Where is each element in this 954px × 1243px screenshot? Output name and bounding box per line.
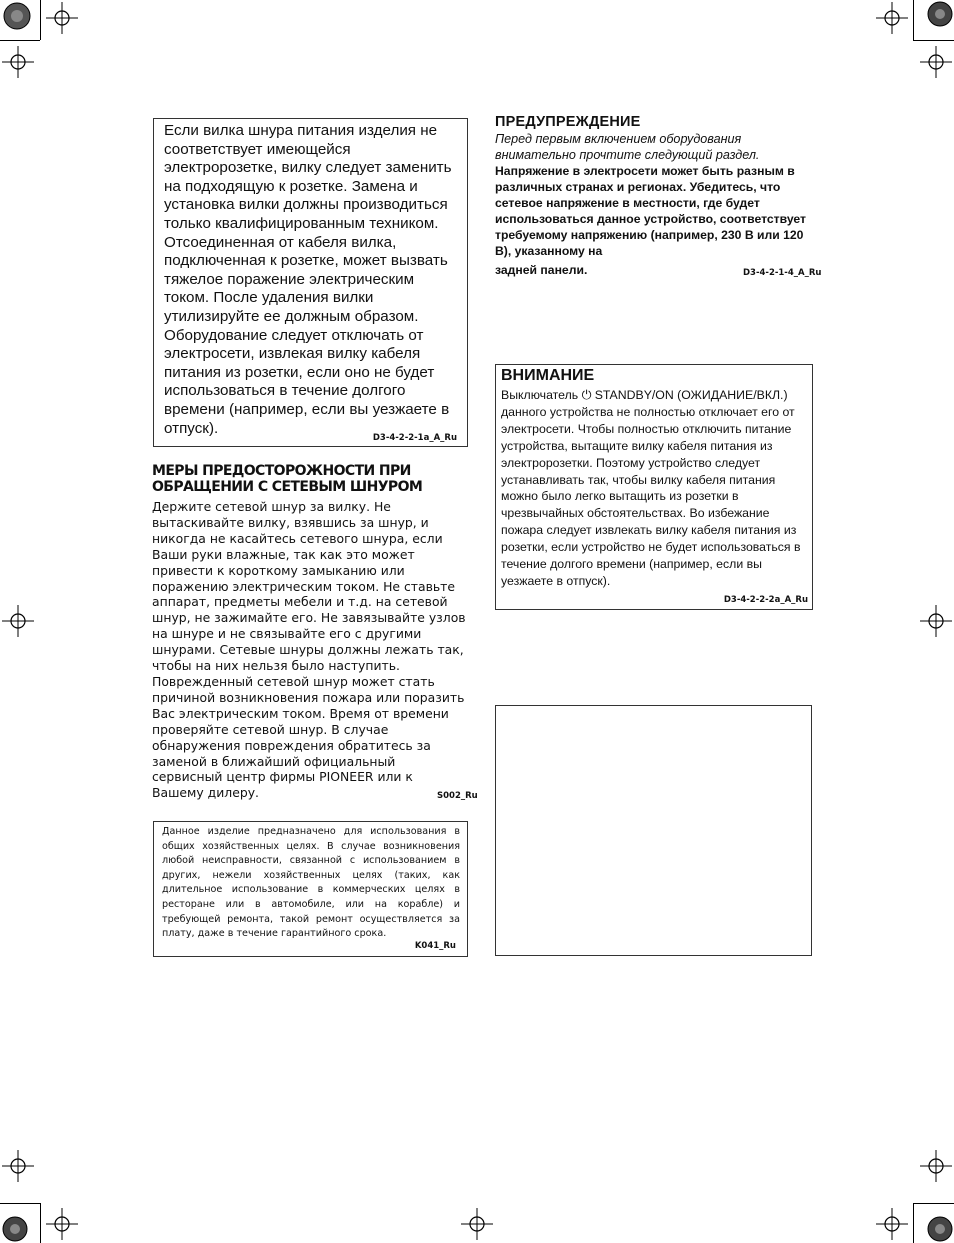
registration-mark-icon xyxy=(2,46,34,78)
caution-text: Выключатель ⏻ STANDBY/ON (ОЖИДАНИЕ/ВКЛ.) данного устройства не полностью отключает его от электросети. Чтобы полностью отключить питание устройства, вытащите вилку кабеля питания из электророзетки. Поэтому устройство следует устанавливать так, чтобы вилку кабеля питания можно было легко вытащить из розетки в чрезвычайных обстоятельствах. Во избежание пожара следует извлекать вилку кабеля питания из розетки, если устройство не будет использоваться в течение долгого времени (например, если вы уезжаете в отпуск). xyxy=(501,388,801,588)
registration-mark-icon xyxy=(461,1208,493,1240)
starburst-target-icon xyxy=(2,1,32,31)
registration-mark-icon xyxy=(920,46,952,78)
warning-body-tail: задней панели. xyxy=(495,263,588,277)
plug-notice-code: D3-4-2-2-1a_A_Ru xyxy=(372,433,457,443)
starburst-target-icon xyxy=(927,1216,953,1242)
trim-line xyxy=(913,0,914,40)
trim-line xyxy=(913,1203,954,1204)
trim-line xyxy=(0,40,40,41)
registration-mark-icon xyxy=(920,1150,952,1182)
caution-box xyxy=(495,364,813,610)
blank-frame xyxy=(495,705,812,956)
registration-mark-icon xyxy=(876,1208,908,1240)
registration-mark-icon xyxy=(46,1208,78,1240)
caution-title: ВНИМАНИЕ xyxy=(501,367,595,384)
trim-line xyxy=(40,1203,41,1243)
household-use-notice-box xyxy=(153,821,468,957)
caution-code: D3-4-2-2-2a_A_Ru xyxy=(723,595,808,605)
household-use-notice-text: Данное изделие предназначено для использования в общих хозяйственных целях. В случае возникновения любой неисправности, связанной с использованием в других, нежели хозяйственных целях (таких, как длительное использование в коммерческих целях в ресторане или в автомобиле, или на корабле) и требующей ремонта, такой ремонт осуществляется за плату, даже в течение гарантийного срока. xyxy=(162,826,460,940)
trim-line xyxy=(40,0,41,40)
power-cord-section-title: МЕРЫ ПРЕДОСТОРОЖНОСТИ ПРИ ОБРАЩЕНИИ С СЕТЕВЫМ ШНУРОМ xyxy=(152,463,423,495)
plug-replacement-notice-text: Если вилка шнура питания изделия не соответствует имеющейся электророзетке, вилку следует заменить на подходящую к розетке. Замена и установка вилки должны производиться только квалифицированным техником. Отсоединенная от кабеля вилка, подключенная к розетке, может вызвать тяжелое поражение электрическим током. После удаления вилки утилизируйте ее должным образом. Оборудование следует отключать от электросети, извлекая вилку кабеля питания из розетки, если оно не будет использоваться в течение долгого времени (например, если вы уезжаете в отпуск). xyxy=(164,122,452,437)
registration-mark-icon xyxy=(920,605,952,637)
registration-mark-icon xyxy=(2,1150,34,1182)
trim-line xyxy=(913,1203,914,1243)
power-cord-section-code: S002_Ru xyxy=(437,791,478,801)
starburst-target-icon xyxy=(2,1216,28,1242)
plug-replacement-notice-box xyxy=(153,118,468,447)
trim-line xyxy=(913,40,954,41)
warning-title: ПРЕДУПРЕЖДЕНИЕ xyxy=(495,114,641,130)
trim-line xyxy=(0,1203,40,1204)
registration-mark-icon xyxy=(2,605,34,637)
household-use-notice-code: K041_Ru xyxy=(414,941,456,951)
registration-mark-icon xyxy=(876,2,908,34)
warning-body: Напряжение в электросети может быть разным в различных странах и регионах. Убедитесь, что сетевое напряжение в местности, где будет использоваться данное устройство, соответствует требуемому напряжению (например, 230 В или 120 В), указанному на xyxy=(495,164,807,258)
warning-code: D3-4-2-1-4_A_Ru xyxy=(743,268,822,278)
starburst-target-icon xyxy=(927,1,953,27)
warning-intro: Перед первым включением оборудования внимательно прочтите следующий раздел. xyxy=(495,132,760,162)
registration-mark-icon xyxy=(46,2,78,34)
power-cord-section-body: Держите сетевой шнур за вилку. Не вытаскивайте вилку, взявшись за шнур, и никогда не касайтесь сетевого шнура, если Ваши руки влажные, так как это может привести к короткому замыканию или поражению электрическим током. Не ставьте аппарат, предметы мебели и т.д. на сетевой шнур, не зажимайте его. Не завязывайте узлов на шнуре и не связывайте его с другими шнурами. Сетевые шнуры должны лежать так, чтобы на них нельзя было наступить. Поврежденный сетевой шнур может стать причиной возникновения пожара или поразить Вас электрическим током. Время от времени проверяйте сетевой шнур. В случае обнаружения повреждения обратитесь за заменой в ближайший официальный сервисный центр фирмы PIONEER или к Вашему дилеру. xyxy=(152,499,466,801)
